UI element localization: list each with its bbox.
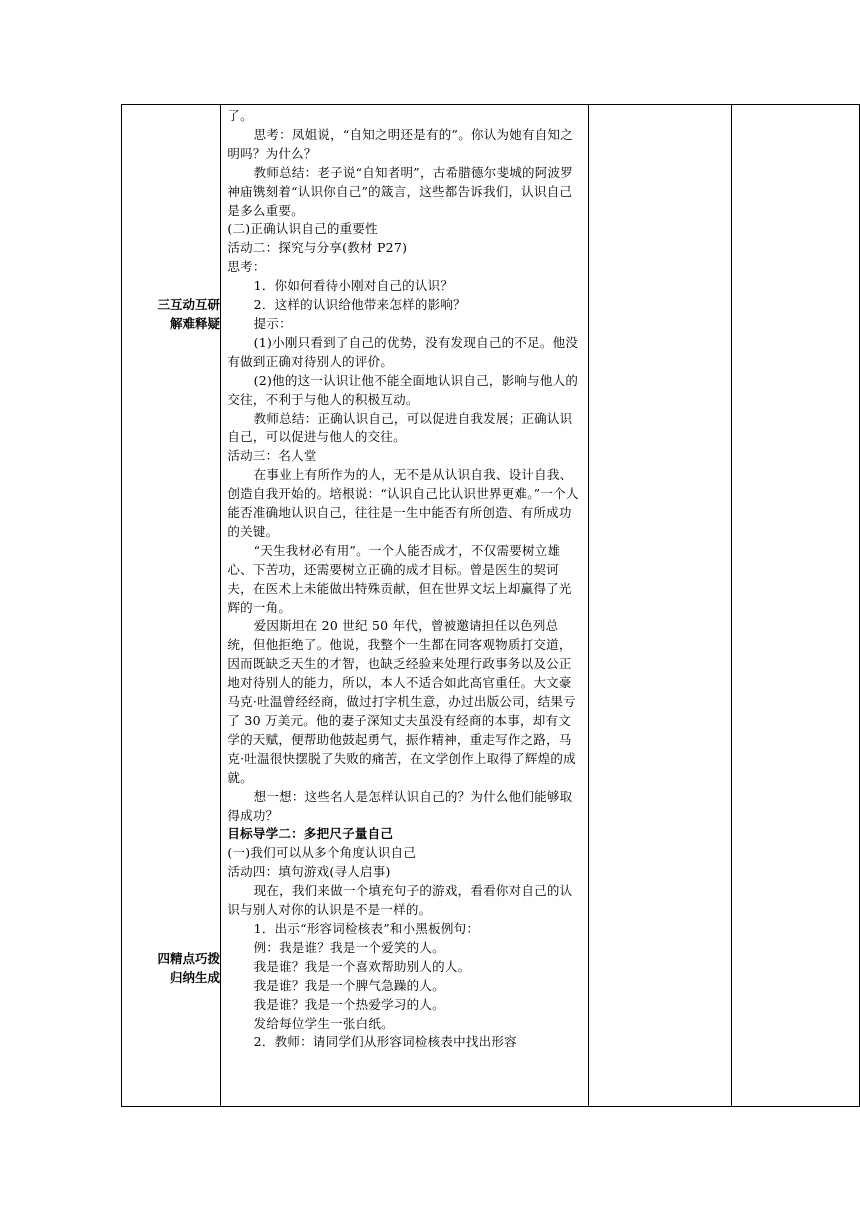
content-paragraph: 我是谁？我是一个热爱学习的人。 <box>253 996 445 1012</box>
content-paragraph: 我是谁？我是一个脾气急躁的人。 <box>253 977 445 993</box>
section-heading: 目标导学二：多把尺子量自己 <box>227 826 394 842</box>
content-paragraph: 思考： <box>227 259 266 275</box>
content-paragraph: 2．教师：请同学们从形容词检核表中找出形容 <box>253 1034 517 1050</box>
content-paragraph: 2．这样的认识给他带来怎样的影响？ <box>253 297 466 313</box>
content-paragraph: “天生我材必有用”。一个人能否成才，不仅需要树立雄心、下苦功，还需要树立正确的成才目标。曾是医生的契诃夫，在医术上未能做出特殊贡献，但在世界文坛上却赢得了光辉的一角。 <box>227 542 572 615</box>
content-paragraph: 教师总结：正确认识自己，可以促进自我发展；正确认识自己，可以促进与他人的交往。 <box>227 410 573 445</box>
content-paragraph: 思考：凤姐说，“自知之明还是有的”。你认为她有自知之明吗？为什么？ <box>227 126 573 161</box>
content-paragraph: 现在，我们来做一个填充句子的游戏，看看你对自己的认识与别人对你的认识是不是一样的。 <box>227 883 573 918</box>
stage-label-summary-line1: 四精点巧拨 <box>157 951 220 966</box>
notes-column <box>731 105 859 1107</box>
content-paragraph: (二)正确认识自己的重要性 <box>227 221 378 237</box>
lesson-plan-table <box>121 104 860 1107</box>
stage-label-summary <box>121 949 220 987</box>
content-paragraph: 爱因斯坦在 20 世纪 50 年代，曾被邀请担任以色列总统，但他拒绝了。他说，我整个一生都在同客观物质打交道，因而既缺乏天生的才智，也缺乏经验来处理行政事务以及公正地对待别人的能力，所以，本人不适合如此高官重任。大文豪马克·吐温曾经经商，做过打字机生意，办过出版公司，结果亏了 30 万美元。他的妻子深知丈夫虽没有经商的本事，却有文学的天赋，便帮助他鼓起勇气，振作精神，重走写作之路，马克·吐温很快摆脱了失败的痛苦，在文学创作上取得了辉煌的成就。 <box>227 618 576 785</box>
student-activity-column <box>588 105 731 1107</box>
content-paragraph: 发给每位学生一张白纸。 <box>253 1015 394 1031</box>
content-paragraph: 1．出示“形容词检核表”和小黑板例句： <box>253 920 480 936</box>
content-paragraph: 教师总结：老子说“自知者明”，古希腊德尔斐城的阿波罗神庙镌刻着“认识你自己”的箴言，这些都告诉我们，认识自己是多么重要。 <box>227 164 573 218</box>
content-paragraph: 活动四：填句游戏(寻人启事) <box>227 864 391 880</box>
content-paragraph: (2)他的这一认识让他不能全面地认识自己，影响与他人的交往，不利于与他人的积极互动。 <box>227 372 579 407</box>
stage-label-summary-line2: 归纳生成 <box>169 970 220 985</box>
content-paragraph: 提示： <box>253 315 292 331</box>
content-paragraph: 我是谁？我是一个喜欢帮助别人的人。 <box>253 958 471 974</box>
lesson-content <box>227 107 583 1052</box>
stage-label-interaction <box>121 295 220 333</box>
content-paragraph: 了。 <box>227 108 253 123</box>
content-paragraph: (1)小刚只看到了自己的优势，没有发现自己的不足。他没有做到正确对待别人的评价。 <box>227 334 579 369</box>
content-paragraph: 活动三：名人堂 <box>227 448 317 464</box>
content-paragraph: 活动二：探究与分享(教材 P27) <box>227 240 408 256</box>
content-paragraph: 在事业上有所作为的人，无不是从认识自我、设计自我、创造自我开始的。培根说：“认识自己比认识世界更难。”一个人能否准确地认识自己，往往是一生中能否有所创造、有所成功的关键。 <box>227 467 579 539</box>
stage-label-interaction-line2: 解难释疑 <box>169 316 220 331</box>
content-paragraph: 1．你如何看待小刚对自己的认识？ <box>253 278 454 294</box>
lesson-content-cell <box>221 105 588 1107</box>
stage-label-interaction-line1: 三互动互研 <box>157 297 220 312</box>
content-paragraph: (一)我们可以从多个角度认识自己 <box>227 845 417 861</box>
content-paragraph: 例：我是谁？我是一个爱笑的人。 <box>253 939 445 955</box>
content-paragraph: 想一想：这些名人是怎样认识自己的？为什么他们能够取得成功？ <box>227 788 573 823</box>
